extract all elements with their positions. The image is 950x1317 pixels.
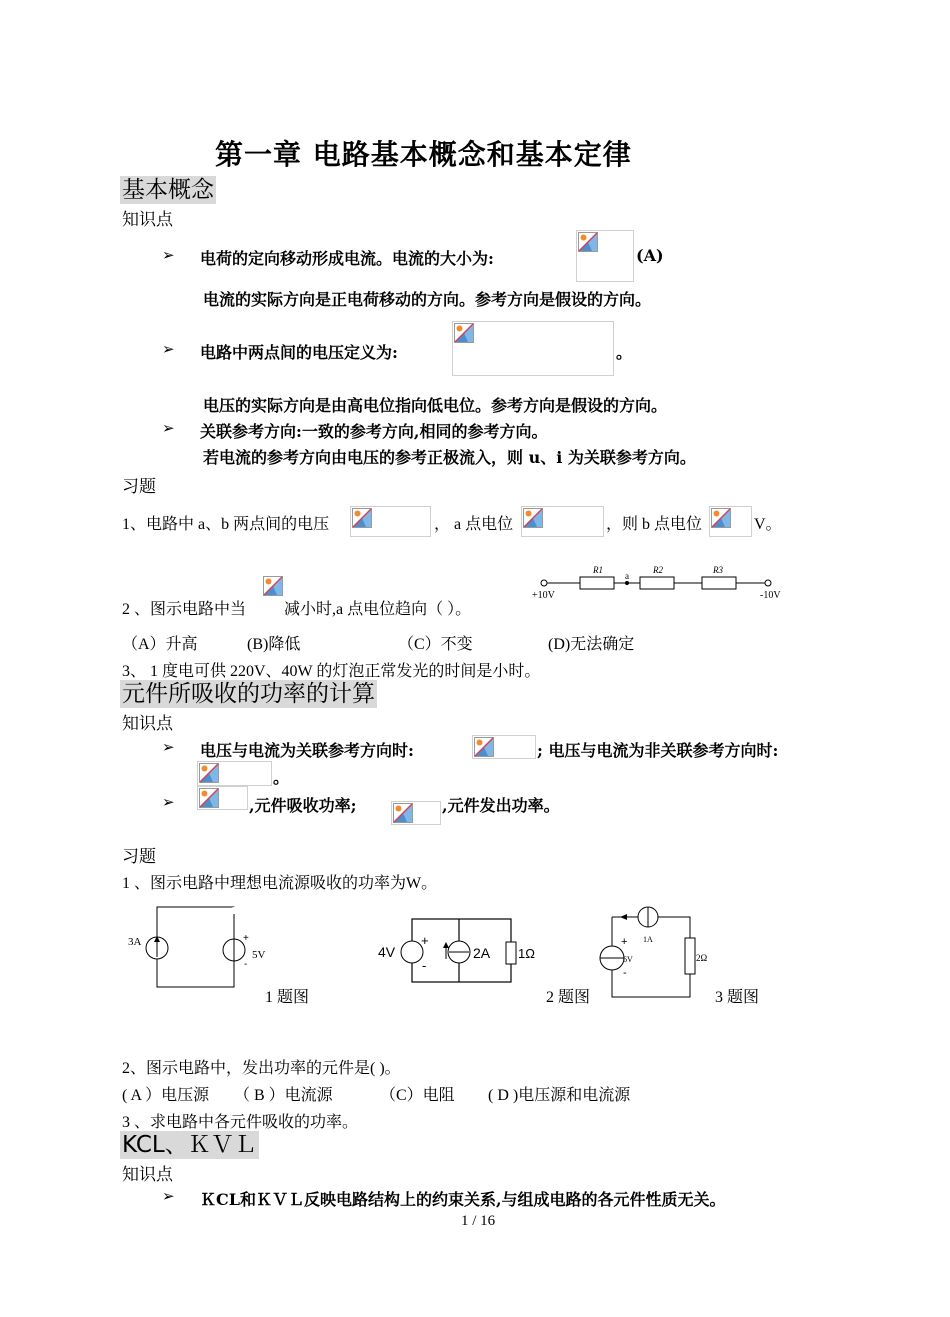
pq2-option-c: （C）电阻 <box>380 1087 455 1104</box>
arrowhead-bullet-icon: ➢ <box>162 738 175 756</box>
pq2-option-b: （ B ）电流源 <box>234 1087 333 1104</box>
fig2-voltage-label: 4V <box>378 944 396 960</box>
fig2-resistor-label: 1Ω <box>518 946 535 961</box>
kp-absorb-power: ,元件吸收功率; <box>249 796 357 815</box>
broken-image-icon <box>711 508 731 528</box>
section-heading-basic-concepts: 基本概念 <box>122 177 214 203</box>
power-question-1: 1 、图示电路中理想电流源吸收的功率为W。 <box>122 875 438 892</box>
page-number: 1 / 16 <box>461 1213 496 1229</box>
broken-image-icon <box>263 576 283 596</box>
kp-voltage-direction: 电压的实际方向是由高电位指向低电位。参考方向是假设的方向。 <box>203 396 668 415</box>
formula-image-p-positive <box>197 786 248 810</box>
kp-current-unit: (A) <box>636 246 664 265</box>
formula-image-voltage <box>452 321 614 376</box>
kp-associated-reference-detail: 若电流的参考方向由电压的参考正极流入，则 u、i 为关联参考方向。 <box>203 448 696 467</box>
kp-current-direction: 电流的实际方向是正电荷移动的方向。参考方向是假设的方向。 <box>203 290 652 309</box>
right-voltage-label: -10V <box>760 590 781 601</box>
broken-image-icon <box>393 803 413 823</box>
r2-label: R2 <box>653 565 663 575</box>
kp-power-associated: 电压与电流为关联参考方向时: <box>200 741 414 760</box>
question-3: 3、 1 度电可供 220V、40W 的灯泡正常发光的时间是小时。 <box>122 663 541 680</box>
question-1-part-b: ， a 点电位 <box>434 516 514 533</box>
kp-voltage-end: 。 <box>616 343 633 362</box>
fig3-plus: + <box>621 936 628 948</box>
fig1-current-label: 3A <box>128 936 142 948</box>
circuit-figure-3 <box>590 900 725 1000</box>
left-voltage-label: +10V <box>532 590 555 601</box>
arrowhead-bullet-icon: ➢ <box>162 793 175 811</box>
node-a-label: a <box>625 571 629 581</box>
fig1-minus: - <box>244 959 248 970</box>
fig3-voltage-label: 6V <box>623 955 633 964</box>
formula-image-p-negative <box>391 801 441 825</box>
knowledge-points-label: 知识点 <box>122 1165 173 1185</box>
kp-voltage-definition: 电路中两点间的电压定义为: <box>200 343 398 362</box>
q2-option-d: (D)无法确定 <box>548 636 635 653</box>
broken-image-icon <box>199 788 219 808</box>
exercises-label: 习题 <box>122 847 156 867</box>
fig3-current-label: 1A <box>643 935 653 944</box>
knowledge-points-label: 知识点 <box>122 210 173 230</box>
r3-label: R3 <box>713 565 723 575</box>
arrowhead-bullet-icon: ➢ <box>162 419 175 437</box>
arrowhead-bullet-icon: ➢ <box>162 246 175 264</box>
power-question-2: 2、图示电路中，发出功率的元件是( )。 <box>122 1060 401 1077</box>
fig1-voltage-label: 5V <box>252 949 266 961</box>
knowledge-points-label: 知识点 <box>122 714 173 734</box>
fig1-plus: + <box>243 933 249 944</box>
fig3-caption: 3 题图 <box>715 989 760 1006</box>
circuit-figure-2 <box>375 912 535 987</box>
power-question-3: 3 、求电路中各元件吸收的功率。 <box>122 1114 359 1131</box>
broken-image-icon <box>578 232 598 252</box>
section-heading-power: 元件所吸收的功率的计算 <box>122 681 375 707</box>
formula-image-uab <box>350 506 431 537</box>
kp-current-definition: 电荷的定向移动形成电流。电流的大小为: <box>200 249 494 268</box>
kp-kcl-kvl: ＫCL和ＫＶＬ反映电路结构上的约束关系,与组成电路的各元件性质无关。 <box>200 1190 726 1209</box>
question-1-part-c: ，则 b 点电位 <box>606 516 703 533</box>
fig3-resistor-label: 2Ω <box>696 953 708 963</box>
q2-option-c: （C）不变 <box>398 636 473 653</box>
section-heading-kcl-kvl: KCL、ＫＶＬ <box>122 1132 257 1158</box>
kp-associated-reference: 关联参考方向:一致的参考方向,相同的参考方向。 <box>200 422 548 441</box>
fig3-minus: - <box>623 967 627 979</box>
fig2-caption: 2 题图 <box>546 989 591 1006</box>
formula-image-p-non-associated <box>197 761 272 786</box>
fig2-current-label: 2A <box>473 945 491 961</box>
broken-image-icon <box>474 737 494 757</box>
formula-image-vb <box>709 506 752 537</box>
broken-image-icon <box>523 508 543 528</box>
q2-option-a: （A）升高 <box>122 636 198 653</box>
arrowhead-bullet-icon: ➢ <box>162 340 175 358</box>
r1-label: R1 <box>593 565 603 575</box>
kp-power-non-associated: ; 电压与电流为非关联参考方向时: <box>537 741 779 760</box>
broken-image-icon <box>199 763 219 783</box>
exercises-label: 习题 <box>122 477 156 497</box>
question-1-part-d: V。 <box>754 516 782 533</box>
fig2-plus: + <box>421 933 429 948</box>
arrowhead-bullet-icon: ➢ <box>162 1187 175 1205</box>
broken-image-icon <box>454 323 474 343</box>
question-2-part-b: 减小时,a 点电位趋向（ ）。 <box>284 601 472 618</box>
page-title: 第一章 电路基本概念和基本定律 <box>215 138 632 171</box>
resistor-chain-figure <box>530 562 790 602</box>
circuit-figure-1 <box>122 900 272 995</box>
question-2-part-a: 2 、图示电路中当 <box>122 601 247 618</box>
formula-image-current <box>576 230 634 282</box>
q2-option-b: (B)降低 <box>247 636 301 653</box>
question-1-part-a: 1、电路中 a、b 两点间的电压 <box>122 516 330 533</box>
kp-deliver-power: ,元件发出功率。 <box>442 796 560 815</box>
pq2-option-d: ( D )电压源和电流源 <box>488 1087 631 1104</box>
fig1-caption: 1 题图 <box>265 989 310 1006</box>
formula-image-p-associated <box>472 735 536 759</box>
pq2-option-a: ( A ）电压源 <box>122 1087 210 1104</box>
kp-power-end: 。 <box>273 768 290 787</box>
broken-image-icon <box>352 508 372 528</box>
fig2-minus: - <box>422 958 427 973</box>
formula-image-va <box>521 506 604 537</box>
formula-image-r <box>263 576 284 598</box>
